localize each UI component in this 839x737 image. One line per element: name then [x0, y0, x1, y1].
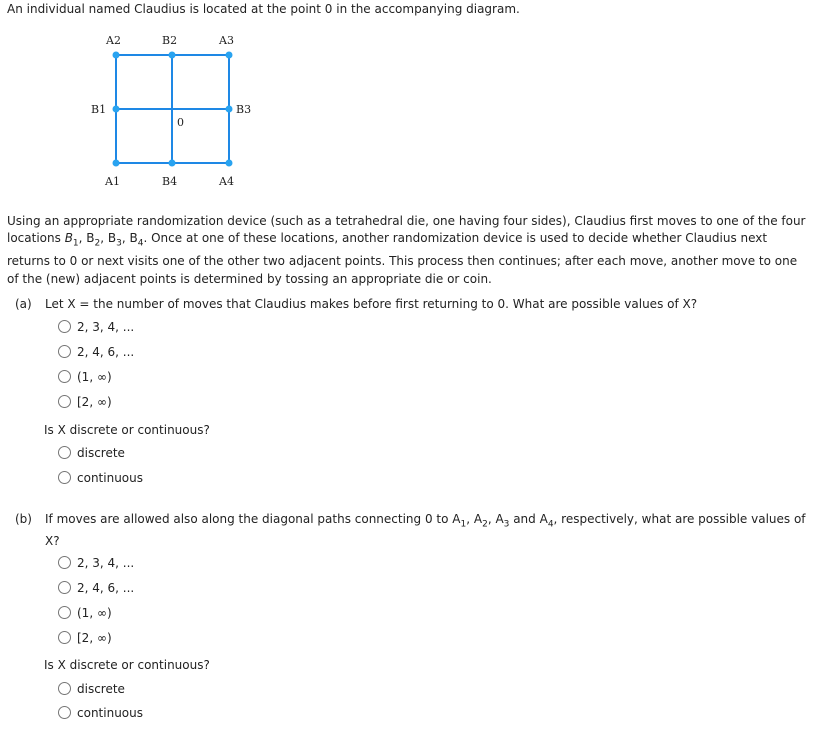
label-b1: B1	[91, 103, 107, 116]
point-b2	[169, 52, 176, 59]
radio-button[interactable]	[58, 395, 71, 408]
point-b1	[113, 106, 120, 113]
radio-button[interactable]	[58, 556, 71, 569]
point-a1	[113, 160, 120, 167]
radio-button[interactable]	[58, 581, 71, 594]
part-a-discrete-option[interactable]: discrete	[58, 443, 125, 463]
part-a-option-1[interactable]: 2, 3, 4, ...	[58, 317, 134, 337]
part-a-question: (a) Let X = the number of moves that Claudius makes before first returning to 0. What are possible values of X?	[15, 297, 698, 311]
label-b2: B2	[162, 34, 178, 47]
radio-button[interactable]	[58, 471, 71, 484]
label-origin: 0	[177, 116, 184, 129]
part-b-option-3[interactable]: (1, ∞)	[58, 603, 112, 623]
part-b-discrete-option[interactable]: discrete	[58, 679, 125, 699]
label-b4: B4	[162, 175, 178, 188]
paragraph-line-2: locations $B_1$, $B_2$, $B_3$, $B_4$. Once at one of these locations, another randomization device is used to decide whether Claudius next	[7, 231, 768, 249]
label-a3: A3	[219, 34, 234, 47]
point-a4	[226, 160, 233, 167]
part-a-subquestion: Is X discrete or continuous?	[44, 423, 210, 437]
grid-lines	[116, 55, 229, 163]
intro-text: An individual named Claudius is located at the point 0 in the accompanying diagram.	[7, 2, 520, 16]
grid-diagram	[0, 0, 839, 200]
radio-button[interactable]	[58, 370, 71, 383]
description-paragraph	[7, 213, 829, 288]
part-a-option-4[interactable]: [2, ∞)	[58, 392, 112, 412]
radio-button[interactable]	[58, 706, 71, 719]
radio-button[interactable]	[58, 446, 71, 459]
point-a3	[226, 52, 233, 59]
paragraph-line-4: of the (new) adjacent points is determined by tossing an appropriate die or coin.	[7, 271, 492, 286]
point-a2	[113, 52, 120, 59]
part-b-continuous-option[interactable]: continuous	[58, 703, 143, 723]
radio-button[interactable]	[58, 682, 71, 695]
radio-button[interactable]	[58, 345, 71, 358]
label-a4: A4	[219, 175, 234, 188]
part-b-label: (b)	[15, 512, 32, 526]
paragraph-line-3: returns to 0 or next visits one of the other two adjacent points. This process then continues; after each move, another move to one	[7, 254, 798, 269]
paragraph-line-1: Using an appropriate randomization device (such as a tetrahedral die, one having four sides), Claudius first moves to one of the four	[7, 214, 806, 228]
radio-button[interactable]	[58, 320, 71, 333]
point-b3	[226, 106, 233, 113]
part-a-option-3[interactable]: (1, ∞)	[58, 367, 112, 387]
part-b-option-1[interactable]: 2, 3, 4, ...	[58, 553, 134, 573]
part-a-option-2[interactable]: 2, 4, 6, ...	[58, 342, 134, 362]
part-b-option-2[interactable]: 2, 4, 6, ...	[58, 578, 134, 598]
point-b4	[169, 160, 176, 167]
part-a-label: (a)	[15, 297, 32, 311]
radio-button[interactable]	[58, 631, 71, 644]
label-a2: A2	[106, 34, 121, 47]
label-a1: A1	[105, 175, 120, 188]
part-b-subquestion: Is X discrete or continuous?	[44, 658, 210, 672]
label-b3: B3	[236, 103, 252, 116]
part-b-option-4[interactable]: [2, ∞)	[58, 628, 112, 648]
part-a-continuous-option[interactable]: continuous	[58, 468, 143, 488]
part-b-question: (b) If moves are allowed also along the diagonal paths connecting 0 to $A_1$, $A_2$, $A_3$ and $A_4$, respectively, what are possible values of X?	[15, 512, 806, 549]
radio-button[interactable]	[58, 606, 71, 619]
